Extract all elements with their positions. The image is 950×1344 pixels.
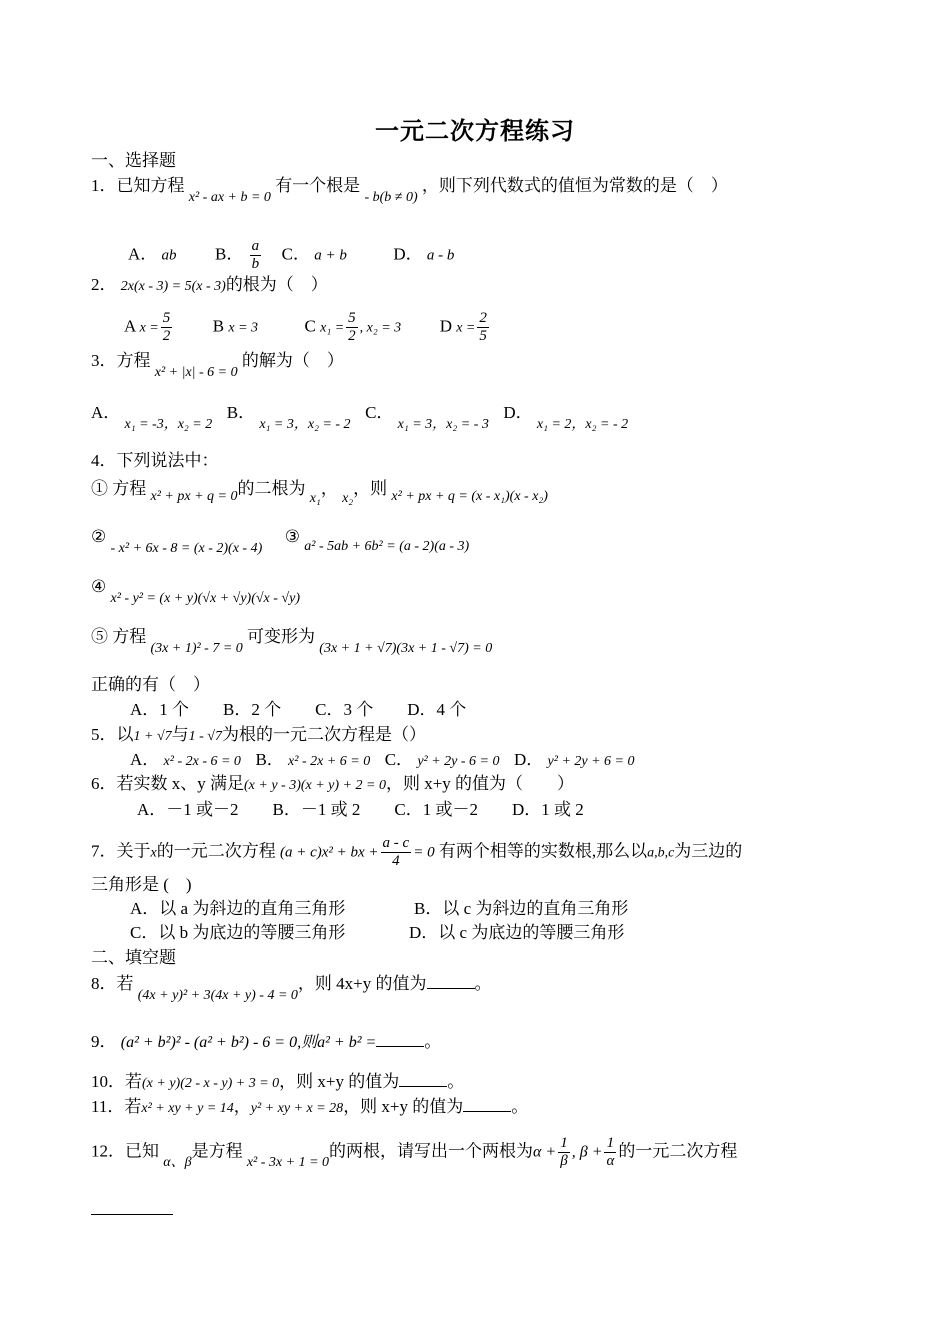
q4-s1-then: ，则 bbox=[353, 479, 388, 498]
page-title: 一元二次方程练习 bbox=[375, 119, 575, 145]
q12-root-2-prefix: , β + bbox=[571, 1143, 603, 1161]
q2-opt-a-value: x = bbox=[139, 320, 159, 336]
q7-line-2: 三角形是 ( ) bbox=[91, 875, 192, 894]
q1-opt-a-value: ab bbox=[161, 247, 177, 264]
q4-s5-equation: (3x + 1)² - 7 = 0 bbox=[150, 641, 243, 656]
q10-post: ，则 x+y 的值为 bbox=[279, 1072, 400, 1091]
q6-options: A．－1 或－2 B．－1 或 2 C．1 或－2 D．1 或 2 bbox=[137, 800, 584, 819]
q5-opt-a-label: A． bbox=[130, 750, 160, 769]
q5-root-1: 1 + √7 bbox=[133, 729, 172, 744]
q3-options bbox=[91, 402, 629, 432]
q1-opt-b-label: B． bbox=[215, 244, 244, 264]
q2-opt-d-value: x = bbox=[456, 320, 476, 336]
q12-post: 的两根，请写出一个两根为 bbox=[329, 1141, 534, 1161]
q3-opt-d-value: x₁ = 2，x₂ = - 2 bbox=[536, 417, 629, 432]
q1-post: ，则下列代数式的值恒为常数的是（ ） bbox=[421, 176, 728, 195]
q2-opt-c-fraction: $\frac{5}{2}$ bbox=[348, 310, 356, 344]
q3-opt-b-value: x₁ = 3，x₂ = - 2 bbox=[259, 417, 351, 432]
q4-heading: 4．下列说法中： bbox=[91, 451, 219, 470]
q7-option-a: A．以 a 为斜边的直角三角形 bbox=[130, 899, 346, 918]
q2-opt-a-label: A bbox=[124, 316, 136, 336]
q3-prefix: 3．方程 bbox=[91, 351, 151, 370]
q2-options bbox=[124, 310, 491, 345]
q12-root-2-fraction: $\frac{1}{\alpha}$ bbox=[606, 1135, 615, 1169]
q1-opt-d-value: a - b bbox=[426, 247, 455, 264]
q8-post: ，则 4x+y 的值为 bbox=[297, 974, 427, 993]
question-7 bbox=[91, 835, 742, 870]
q3-opt-a-label: A． bbox=[91, 403, 121, 422]
q4-s4-equation: x² - y² = (x + y)(√x + √y)(√x - √y) bbox=[110, 591, 300, 606]
q8-answer-blank[interactable] bbox=[427, 974, 475, 989]
q1-opt-a-label: A． bbox=[128, 244, 158, 264]
q1-mid: 有一个根是 bbox=[275, 176, 361, 195]
q5-opt-d-value: y² + 2y + 6 = 0 bbox=[547, 754, 635, 769]
q11-end: 。 bbox=[511, 1097, 529, 1116]
question-10 bbox=[91, 1071, 464, 1095]
q1-equation: x² - ax + b = 0 bbox=[188, 190, 271, 205]
q9-answer-blank[interactable] bbox=[376, 1032, 424, 1047]
q5-opt-a-value: x² - 2x - 6 = 0 bbox=[163, 754, 241, 769]
q8-prefix: 8．若 bbox=[91, 974, 134, 993]
q5-opt-b-value: x² - 2x + 6 = 0 bbox=[288, 754, 371, 769]
q2-opt-b-label: B bbox=[212, 316, 225, 336]
q3-opt-c-value: x₁ = 3，x₂ = - 3 bbox=[397, 417, 489, 432]
q12-alpha-beta: α、β bbox=[163, 1155, 192, 1171]
q11-answer-blank[interactable] bbox=[463, 1097, 511, 1112]
q2-opt-d-fraction: $\frac{2}{5}$ bbox=[479, 310, 487, 344]
q9-prefix: 9． bbox=[91, 1032, 117, 1051]
q3-opt-a-value: x₁ = -3，x₂ = 2 bbox=[124, 417, 213, 432]
q9-end: 。 bbox=[424, 1032, 442, 1051]
q2-opt-c-label: C bbox=[304, 316, 316, 336]
q1-prefix: 1．已知方程 bbox=[91, 176, 185, 195]
q5-opt-d-label: D． bbox=[514, 750, 544, 769]
q6-prefix: 6．若实数 x、y 满足 bbox=[91, 774, 244, 793]
q5-mid: 与 bbox=[171, 725, 189, 744]
q4-s5-prefix: ⑤ 方程 bbox=[91, 627, 147, 646]
question-12 bbox=[91, 1135, 737, 1170]
q2-opt-a-fraction: $\frac{5}{2}$ bbox=[162, 310, 171, 344]
question-1 bbox=[91, 175, 728, 205]
q12-root-1-fraction: $\frac{1}{\beta}$ bbox=[560, 1135, 568, 1169]
q6-post: ，则 x+y 的值为（ ） bbox=[385, 774, 575, 793]
q5-root-2: 1 - √7 bbox=[188, 729, 222, 744]
question-11 bbox=[91, 1096, 528, 1120]
q7-option-c: C．以 b 为底边的等腰三角形 bbox=[130, 923, 346, 942]
q7-equation-left: (a + c)x² + bx + bbox=[279, 844, 379, 861]
q4-statement-4 bbox=[91, 576, 300, 606]
q4-s1-prefix: ① 方程 bbox=[91, 479, 147, 498]
q4-s2-marker: ② bbox=[91, 527, 107, 546]
q4-statement-2-3 bbox=[91, 526, 470, 556]
q12-root-1-prefix: α + bbox=[533, 1143, 557, 1161]
q4-s1-equation: x² + px + q = 0 bbox=[150, 489, 238, 504]
q7-post2: 为三边的 bbox=[674, 841, 743, 861]
q5-options bbox=[130, 749, 635, 773]
q4-s2-equation: - x² + 6x - 8 = (x - 2)(x - 4) bbox=[110, 541, 263, 556]
q7-fraction: $\frac{a - c}{4}$ bbox=[382, 835, 410, 869]
q11-prefix: 11．若 bbox=[91, 1097, 142, 1116]
q7-mid: 的一元二次方程 bbox=[156, 841, 276, 861]
q2-opt-d-label: D bbox=[439, 316, 452, 336]
q2-opt-c-value: x₁ = bbox=[320, 320, 345, 336]
q4-s1-comma: ， bbox=[320, 479, 338, 498]
q3-opt-b-label: B． bbox=[226, 403, 256, 422]
q4-s1-factored: x² + px + q = (x - x₁)(x - x₂) bbox=[391, 489, 548, 504]
q4-s3-equation: a² - 5ab + 6b² = (a - 2)(a - 3) bbox=[304, 539, 470, 554]
q7-option-d: D．以 c 为底边的等腰三角形 bbox=[409, 923, 625, 942]
q7-abc: a,b,c bbox=[647, 845, 675, 861]
q4-statement-1 bbox=[91, 478, 548, 506]
q10-prefix: 10．若 bbox=[91, 1072, 142, 1091]
q11-equation-2: y² + xy + x = 28 bbox=[250, 1101, 344, 1116]
question-3 bbox=[91, 350, 344, 380]
q1-options bbox=[128, 238, 454, 273]
q7-var-x: x bbox=[150, 845, 157, 861]
question-6 bbox=[91, 773, 574, 797]
q2-prefix: 2． bbox=[91, 275, 117, 294]
question-2 bbox=[91, 274, 328, 298]
q5-opt-b-label: B． bbox=[255, 750, 284, 769]
question-8 bbox=[91, 973, 492, 1003]
q1-root: - b(b ≠ 0) bbox=[364, 190, 418, 205]
q3-opt-d-label: D． bbox=[503, 403, 533, 422]
q12-post2: 的一元二次方程 bbox=[618, 1141, 738, 1161]
q4-s3-marker: ③ bbox=[284, 527, 300, 546]
q12-prefix: 12．已知 bbox=[91, 1141, 159, 1161]
q6-equation: (x + y - 3)(x + y) + 2 = 0 bbox=[244, 778, 386, 793]
q4-options: A．1 个 B．2 个 C．3 个 D．4 个 bbox=[130, 700, 467, 719]
q4-s4-marker: ④ bbox=[91, 577, 107, 596]
q4-s5-factored: (3x + 1 + √7)(3x + 1 - √7) = 0 bbox=[319, 641, 493, 656]
q5-opt-c-label: C． bbox=[384, 750, 414, 769]
q1-opt-b-fraction: $\frac{a}{b}$ bbox=[251, 238, 260, 272]
q4-s1-x2: x₂ bbox=[342, 491, 354, 506]
q7-equation-right: = 0 bbox=[413, 844, 435, 861]
q7-post: 有两个相等的实数根,那么以 bbox=[438, 841, 648, 861]
q10-end: 。 bbox=[447, 1072, 465, 1091]
q12-mid: 是方程 bbox=[191, 1141, 243, 1161]
section-heading-fill: 二、填空题 bbox=[91, 948, 176, 967]
q2-equation: 2x(x - 3) = 5(x - 3) bbox=[120, 279, 226, 294]
question-9 bbox=[91, 1031, 441, 1054]
q10-equation: (x + y)(2 - x - y) + 3 = 0 bbox=[142, 1076, 280, 1091]
q11-post: ，则 x+y 的值为 bbox=[343, 1097, 464, 1116]
q3-opt-c-label: C． bbox=[365, 403, 394, 422]
q1-opt-c-value: a + b bbox=[314, 247, 347, 264]
q11-equation-1: x² + xy + y = 14 bbox=[141, 1101, 234, 1116]
q4-s1-x1: x₁ bbox=[309, 491, 321, 506]
q8-equation: (4x + y)² + 3(4x + y) - 4 = 0 bbox=[137, 988, 298, 1003]
q2-post: 的根为（ ） bbox=[225, 275, 328, 294]
q7-prefix: 7．关于 bbox=[91, 841, 151, 861]
q2-opt-c-value2: , x₂ = 3 bbox=[359, 320, 402, 336]
q5-post: 为根的一元二次方程是（） bbox=[222, 725, 426, 744]
q4-s1-mid: 的二根为 bbox=[237, 479, 306, 498]
q4-s5-mid: 可变形为 bbox=[247, 627, 316, 646]
q7-option-b: B．以 c 为斜边的直角三角形 bbox=[414, 899, 629, 918]
q3-post: 的解为（ ） bbox=[241, 351, 344, 370]
q1-opt-c-label: C． bbox=[281, 244, 310, 264]
q12-equation: x² - 3x + 1 = 0 bbox=[246, 1155, 330, 1171]
q9-equation: (a² + b²)² - (a² + b²) - 6 = 0,则a² + b² = bbox=[120, 1034, 377, 1051]
q4-ask: 正确的有（ ） bbox=[91, 675, 210, 694]
q5-opt-c-value: y² + 2y - 6 = 0 bbox=[417, 754, 500, 769]
q3-equation: x² + |x| - 6 = 0 bbox=[154, 365, 238, 380]
q11-separator: ， bbox=[233, 1097, 251, 1116]
question-5 bbox=[91, 724, 426, 748]
q8-end: 。 bbox=[474, 974, 492, 993]
q12-answer-blank[interactable] bbox=[91, 1214, 173, 1215]
q10-answer-blank[interactable] bbox=[399, 1072, 447, 1087]
q4-statement-5 bbox=[91, 626, 493, 656]
section-heading-choice: 一、选择题 bbox=[91, 151, 176, 170]
q1-opt-d-label: D． bbox=[393, 244, 423, 264]
q2-opt-b-value: x = 3 bbox=[228, 320, 259, 336]
q5-prefix: 5．以 bbox=[91, 725, 134, 744]
